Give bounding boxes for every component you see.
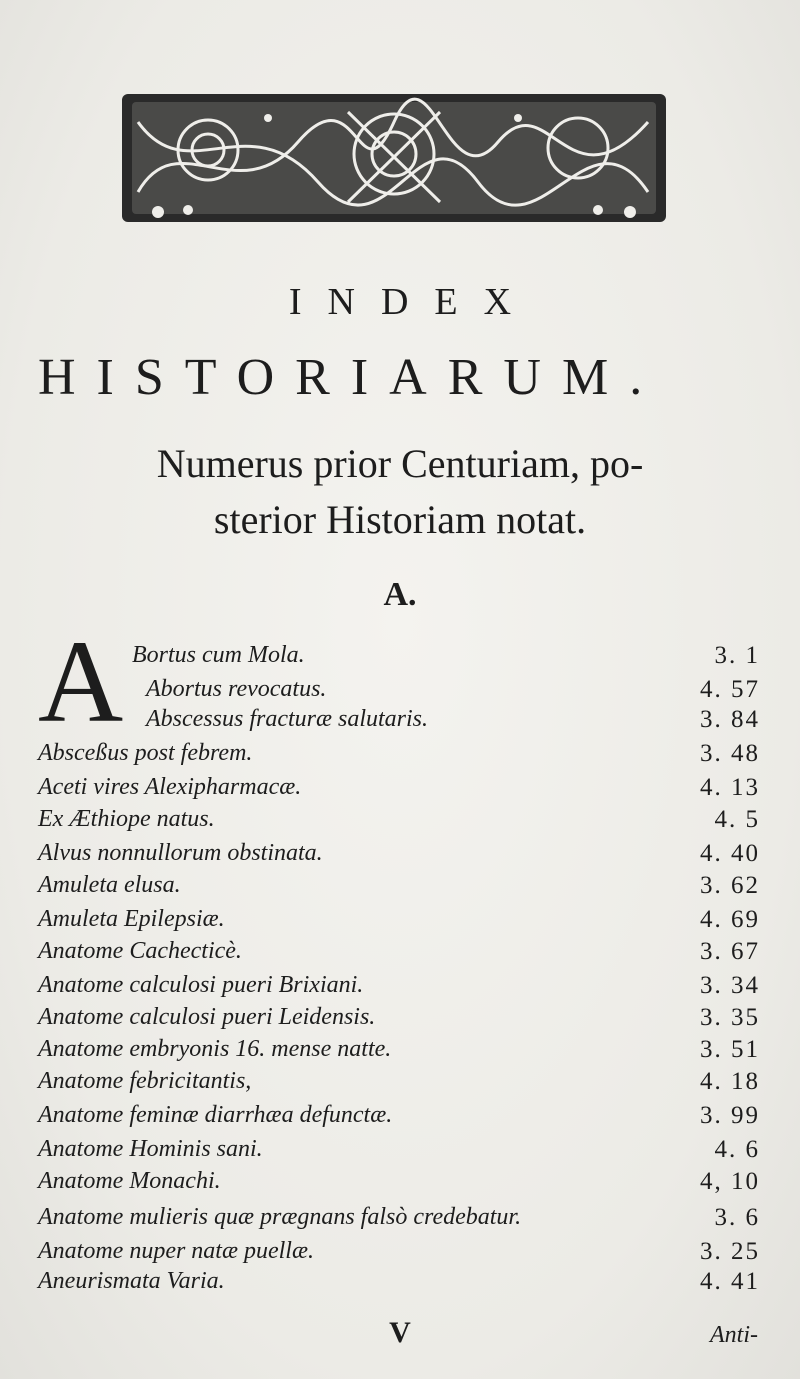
index-entry xyxy=(38,1136,760,1168)
entry-reference: 3. 62 xyxy=(700,872,760,899)
entry-title: Ex Æthiope natus. xyxy=(38,806,215,832)
entry-title: Alvus nonnullorum obstinata. xyxy=(38,840,323,866)
entry-reference: 3. 48 xyxy=(700,740,760,767)
ornamental-headpiece xyxy=(118,82,670,244)
index-entry xyxy=(38,1102,760,1134)
entry-title: Aceti vires Alexipharmacæ. xyxy=(38,774,302,800)
section-letter: A. xyxy=(383,576,417,613)
entry-title: Amuleta Epilepsiæ. xyxy=(38,906,225,932)
entry-reference: 4. 40 xyxy=(700,840,760,867)
entry-title: Absceßus post febrem. xyxy=(38,740,253,766)
entry-title: Abortus revocatus. xyxy=(146,676,327,702)
entry-reference: 4. 18 xyxy=(700,1068,760,1095)
entry-title: Anatome Hominis sani. xyxy=(38,1136,263,1162)
entry-title: Anatome nuper natæ puellæ. xyxy=(38,1238,314,1264)
entry-reference: 3. 35 xyxy=(700,1004,760,1031)
entry-title: Anatome Cachecticè. xyxy=(38,938,242,964)
entry-title: Anatome calculosi pueri Brixiani. xyxy=(38,972,364,998)
entry-title: Aneurismata Varia. xyxy=(38,1268,225,1294)
entry-title: Anatome Monachi. xyxy=(38,1168,221,1194)
historiarum-heading: HISTORIARUM. xyxy=(38,349,664,406)
entry-title: Anatome calculosi pueri Leidensis. xyxy=(38,1004,376,1030)
index-entry xyxy=(38,1168,760,1200)
subtitle-line-2: sterior Historiam notat. xyxy=(213,497,587,542)
index-entry xyxy=(38,1068,760,1100)
entry-reference: 4. 6 xyxy=(714,1136,760,1163)
entry-title: Anatome feminæ diarrhæa defunctæ. xyxy=(38,1102,393,1128)
catchword: Anti- xyxy=(710,1322,758,1348)
index-entry xyxy=(38,1204,760,1236)
entry-reference: 3. 51 xyxy=(700,1036,760,1063)
index-entry xyxy=(38,906,760,938)
index-entry xyxy=(38,938,760,970)
entry-title: Abscessus fracturæ salutaris. xyxy=(146,706,429,732)
entry-reference: 3. 1 xyxy=(714,642,760,669)
entry-reference: 3. 34 xyxy=(700,972,760,999)
entry-reference: 3. 67 xyxy=(700,938,760,965)
index-entry xyxy=(38,1036,760,1068)
index-heading: INDEX xyxy=(288,281,538,323)
index-entry xyxy=(146,676,760,708)
entry-title: Anatome febricitantis, xyxy=(38,1068,252,1094)
index-entry xyxy=(38,1268,760,1300)
entry-title: Bortus cum Mola. xyxy=(132,642,305,668)
entry-reference: 3. 6 xyxy=(714,1204,760,1231)
entry-reference: 4. 13 xyxy=(700,774,760,801)
entry-reference: 4. 41 xyxy=(700,1268,760,1295)
index-entry xyxy=(38,840,760,872)
entry-title: Anatome mulieris quæ prægnans falsò credebatur. xyxy=(38,1204,522,1230)
entry-reference: 4. 57 xyxy=(700,676,760,703)
index-entry xyxy=(38,1004,760,1036)
index-entry xyxy=(38,972,760,1004)
signature-mark: V xyxy=(389,1316,411,1349)
subtitle xyxy=(0,436,800,548)
entry-reference: 4. 5 xyxy=(714,806,760,833)
index-entry xyxy=(38,1238,760,1270)
drop-capital: A xyxy=(38,616,124,747)
index-entry xyxy=(38,806,760,838)
entry-reference: 3. 25 xyxy=(700,1238,760,1265)
index-entry xyxy=(132,642,760,674)
entry-title: Amuleta elusa. xyxy=(38,872,181,898)
index-entry xyxy=(146,706,760,738)
entry-reference: 4. 69 xyxy=(700,906,760,933)
index-entry xyxy=(38,872,760,904)
subtitle-line-1: Numerus prior Centuriam, po- xyxy=(156,441,644,486)
entry-reference: 3. 84 xyxy=(700,706,760,733)
index-entry xyxy=(38,774,760,806)
entry-reference: 4, 10 xyxy=(700,1168,760,1195)
entry-reference: 3. 99 xyxy=(700,1102,760,1129)
index-entry xyxy=(38,740,760,772)
entry-title: Anatome embryonis 16. mense natte. xyxy=(38,1036,392,1062)
